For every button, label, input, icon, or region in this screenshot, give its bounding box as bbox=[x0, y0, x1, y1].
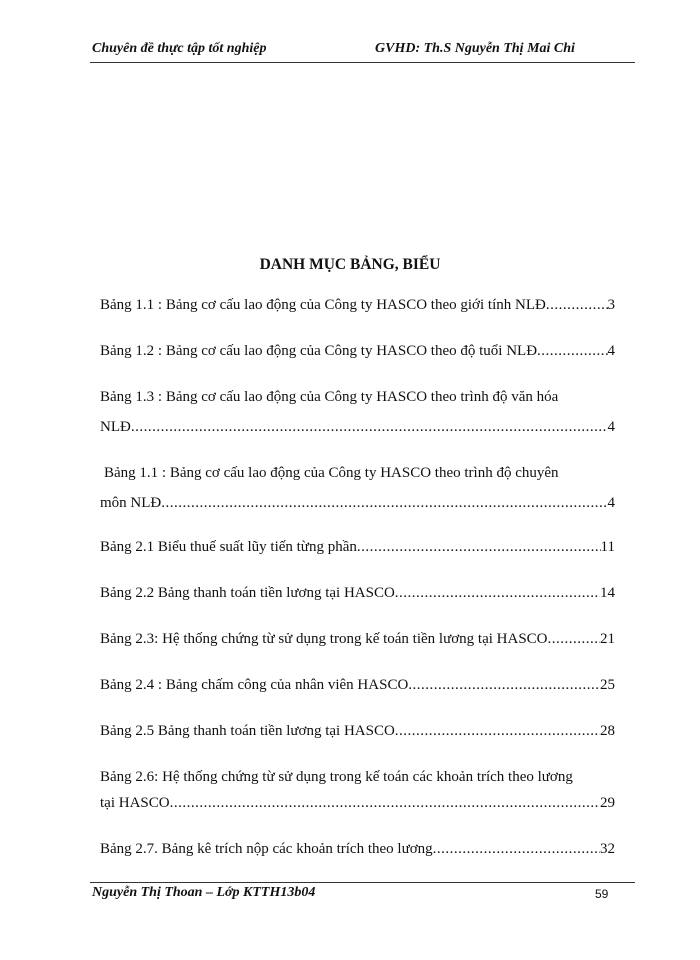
page-title: DANH MỤC BẢNG, BIỂU bbox=[259, 256, 441, 273]
toc-entry bbox=[100, 838, 615, 860]
toc-entry bbox=[100, 462, 615, 514]
toc-entry-page: 21 bbox=[600, 631, 615, 647]
toc-entry-text: Bảng 2.2 Bảng thanh toán tiền lương tại HASCO bbox=[100, 585, 395, 601]
toc-entry-text: Bảng 2.6: Hệ thống chứng từ sử dụng trong kế toán các khoản trích theo lương bbox=[100, 769, 573, 785]
toc-entry bbox=[100, 720, 615, 742]
toc-entry-text: Bảng 2.3: Hệ thống chứng từ sử dụng trong kế toán tiền lương tại HASCO bbox=[100, 631, 548, 647]
toc-entry bbox=[100, 582, 615, 604]
toc-entry-text: Bảng 2.1 Biểu thuế suất lũy tiến từng phần bbox=[100, 539, 357, 555]
toc-leader-dots bbox=[170, 792, 600, 814]
header-supervisor: GVHD: Th.S Nguyễn Thị Mai Chi bbox=[375, 41, 575, 56]
toc-entry bbox=[100, 674, 615, 696]
toc-entry-page: 4 bbox=[607, 343, 615, 359]
toc-entry bbox=[100, 766, 615, 814]
toc-entry-text: Bảng 1.3 : Bảng cơ cấu lao động của Công ty HASCO theo trình độ văn hóa bbox=[100, 389, 559, 405]
toc-leader-dots bbox=[537, 340, 607, 362]
toc-entry-text: Bảng 2.5 Bảng thanh toán tiền lương tại HASCO bbox=[100, 723, 395, 739]
toc-entry-text: Bảng 2.7. Bảng kê trích nộp các khoản trích theo lương bbox=[100, 841, 433, 857]
toc-leader-dots bbox=[395, 720, 600, 742]
toc-entry-text-cont: NLĐ bbox=[100, 419, 131, 435]
table-list bbox=[100, 294, 615, 860]
toc-entry-page: 32 bbox=[600, 841, 615, 857]
toc-entry-page: 29 bbox=[600, 795, 615, 811]
toc-entry-text-cont: tại HASCO bbox=[100, 795, 170, 811]
toc-entry-page: 11 bbox=[600, 539, 615, 555]
page-number: 59 bbox=[595, 887, 609, 901]
toc-leader-dots bbox=[395, 582, 600, 604]
page-header bbox=[90, 40, 635, 63]
toc-entry-text: Bảng 1.1 : Bảng cơ cấu lao động của Công ty HASCO theo trình độ chuyên bbox=[104, 465, 559, 481]
toc-entry-page: 4 bbox=[607, 419, 615, 435]
header-report-title: Chuyên đề thực tập tốt nghiệp bbox=[92, 41, 267, 56]
toc-entry bbox=[100, 340, 615, 362]
toc-entry bbox=[100, 628, 615, 650]
toc-entry bbox=[100, 294, 615, 316]
toc-entry-text: Bảng 1.1 : Bảng cơ cấu lao động của Công ty HASCO theo giới tính NLĐ bbox=[100, 297, 546, 313]
toc-leader-dots bbox=[548, 628, 601, 650]
toc-entry-text-cont: môn NLĐ bbox=[100, 495, 162, 511]
page-footer bbox=[90, 882, 635, 907]
toc-leader-dots bbox=[131, 416, 608, 438]
toc-entry-page: 14 bbox=[600, 585, 615, 601]
toc-entry-text: Bảng 2.4 : Bảng chấm công của nhân viên HASCO bbox=[100, 677, 409, 693]
toc-entry-page: 3 bbox=[607, 297, 615, 313]
toc-leader-dots bbox=[408, 674, 600, 696]
toc-leader-dots bbox=[161, 492, 607, 514]
footer-author: Nguyễn Thị Thoan – Lớp KTTH13b04 bbox=[92, 885, 316, 900]
toc-entry bbox=[100, 536, 615, 558]
toc-entry-page: 28 bbox=[600, 723, 615, 739]
toc-leader-dots bbox=[546, 294, 608, 316]
toc-entry bbox=[100, 386, 615, 438]
toc-entry-text: Bảng 1.2 : Bảng cơ cấu lao động của Công ty HASCO theo độ tuổi NLĐ bbox=[100, 343, 538, 359]
toc-leader-dots bbox=[433, 838, 600, 860]
toc-entry-page: 25 bbox=[600, 677, 615, 693]
toc-leader-dots bbox=[357, 536, 601, 558]
toc-entry-page: 4 bbox=[607, 495, 615, 511]
